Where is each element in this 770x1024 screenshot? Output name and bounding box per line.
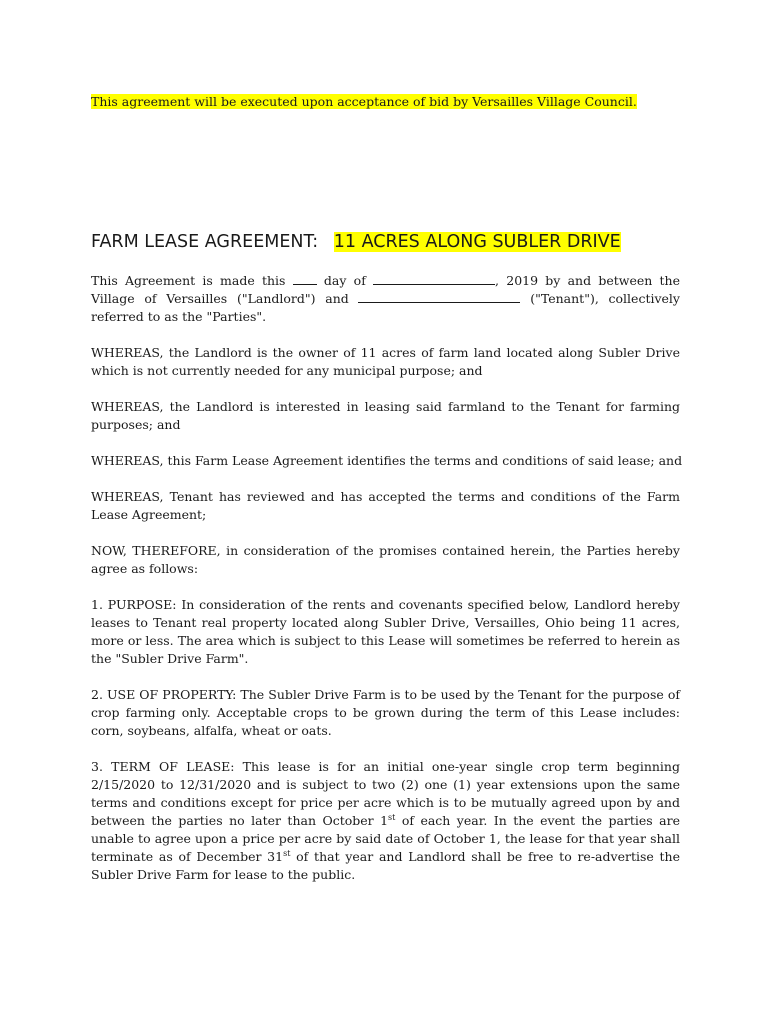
title-prefix: FARM LEASE AGREEMENT: <box>91 232 319 252</box>
whereas-paragraph-3: WHEREAS, this Farm Lease Agreement identifies the terms and conditions of said lease; and <box>91 453 683 468</box>
term-text-1: 3. TERM OF LEASE: This lease is for an initial one-year single crop term beginning 2/15/2020 to 12/31/2020 and is subject to two (2) one (1) year extensions upon the same terms and conditions except for price per acre which is to be mutually agreed upon by and between the parties no later than October 1 <box>91 759 680 828</box>
term-sup-1: st <box>388 812 396 822</box>
intro-text-2: day of <box>316 273 374 288</box>
notice-text: This agreement will be executed upon acceptance of bid by Versailles Village Council. <box>91 94 637 109</box>
whereas-paragraph-4: WHEREAS, Tenant has reviewed and has accepted the terms and conditions of the Farm Lease Agreement; <box>91 489 680 522</box>
section-use-of-property: 2. USE OF PROPERTY: The Subler Drive Farm is to be used by the Tenant for the purpose of crop farming only. Acceptable crops to be grown during the term of this Lease includes: corn, soybeans, alfalfa, wheat or oats. <box>91 687 680 738</box>
term-sup-2: st <box>283 848 291 858</box>
tenant-name-blank[interactable] <box>358 291 520 303</box>
now-therefore-paragraph: NOW, THEREFORE, in consideration of the promises contained herein, the Parties hereby agree as follows: <box>91 543 680 576</box>
term-text-3: of that year and Landlord shall be free to re-advertise the Subler Drive Farm for lease to the public. <box>91 849 680 882</box>
whereas-paragraph-2: WHEREAS, the Landlord is interested in leasing said farmland to the Tenant for farming purposes; and <box>91 399 680 432</box>
document-title <box>91 230 621 254</box>
execution-notice <box>91 94 637 110</box>
title-highlight: 11 ACRES ALONG SUBLER DRIVE <box>333 232 621 252</box>
agreement-body <box>91 272 683 902</box>
whereas-paragraph-1: WHEREAS, the Landlord is the owner of 11 acres of farm land located along Subler Drive which is not currently needed for any municipal purpose; and <box>91 345 680 378</box>
month-blank[interactable] <box>373 273 495 285</box>
intro-text-1: This Agreement is made this <box>91 273 293 288</box>
term-text-2: of each year. In the event the parties are unable to agree upon a price per acre by said date of October 1, the lease for that year shall terminate as of December 31 <box>91 813 681 864</box>
section-term-of-lease <box>91 758 680 884</box>
section-purpose: 1. PURPOSE: In consideration of the rents and covenants specified below, Landlord hereby leases to Tenant real property located along Subler Drive, Versailles, Ohio being 11 acres, more or less. The area which is subject to this Lease will sometimes be referred to herein as the "Subler Drive Farm". <box>91 597 680 666</box>
intro-text-4: ("Tenant"), collectively referred to as the "Parties". <box>91 291 680 324</box>
day-blank[interactable] <box>293 273 317 285</box>
intro-paragraph <box>91 272 680 326</box>
intro-text-3: , 2019 by and between the Village of Versailles ("Landlord") and <box>91 273 680 306</box>
